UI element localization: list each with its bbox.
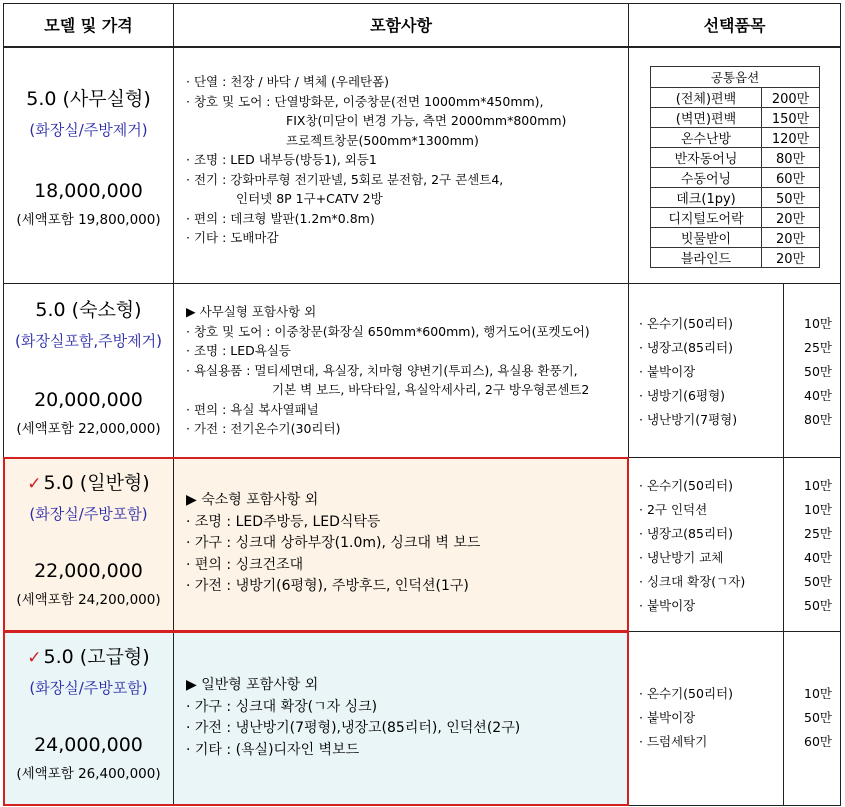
option-row [629, 336, 840, 358]
option-row [629, 498, 840, 520]
option-name: (전체)편백 [651, 88, 762, 108]
option-price: 50만 [804, 364, 832, 379]
model-office [4, 84, 173, 228]
check-mark-icon: ✓ [27, 648, 42, 668]
option-name: · 냉난방기 교체 [639, 550, 724, 565]
option-row [629, 408, 840, 430]
option-name: · 냉방기(6평형) [639, 388, 726, 403]
include-line: FIX창(미닫이 변경 가능, 측면 2000mm*800mm) [286, 113, 567, 128]
option-price: 40만 [804, 388, 832, 403]
option-name: · 붙박이장 [639, 598, 696, 613]
model-title: 5.0 (사무실형) [26, 88, 151, 110]
common-options-title: 공통옵션 [651, 67, 820, 88]
option-price: 50만 [804, 598, 832, 613]
header-options: 선택품목 [703, 15, 766, 35]
option-row [629, 570, 840, 592]
check-mark-icon: ✓ [27, 474, 42, 494]
option-row [629, 730, 840, 752]
model-tax-price: (세액포함 24,200,000) [16, 592, 161, 608]
include-line: · 편의 : 데크형 발판(1.2m*0.8m) [186, 210, 375, 226]
model-subtitle: (화장실/주방포함) [29, 505, 148, 523]
option-price: 60만 [804, 734, 832, 749]
option-price: 25만 [804, 340, 832, 355]
include-line: ▶ 숙소형 포함사항 외 [186, 492, 319, 508]
option-name: 빗물받이 [651, 228, 762, 248]
include-line: · 가전 : 냉난방기(7평형),냉장고(85리터), 인덕션(2구) [186, 720, 521, 736]
option-name: 반자동어닝 [651, 148, 762, 168]
header-includes: 포함사항 [370, 15, 432, 35]
model-price: 22,000,000 [34, 560, 143, 582]
option-price: 20만 [762, 208, 820, 228]
option-price: 50만 [804, 710, 832, 725]
option-price: 80만 [762, 148, 820, 168]
option-name: · 온수기(50리터) [639, 316, 733, 331]
option-name: · 2구 인덕션 [639, 502, 708, 517]
include-line: · 욕실용품 : 멀티세면대, 욕실장, 치마형 양변기(투피스), 욕실용 환풍기, [186, 362, 578, 378]
includes-office [186, 72, 624, 248]
option-name: · 붙박이장 [639, 364, 696, 379]
includes-premium [186, 675, 624, 761]
model-lodging [4, 295, 173, 437]
option-name: 데크(1py) [651, 188, 762, 208]
model-price: 20,000,000 [34, 389, 143, 411]
option-name: (벽면)편백 [651, 108, 762, 128]
option-row [629, 706, 840, 728]
model-tax-price: (세액포함 22,000,000) [16, 421, 161, 437]
option-row [629, 546, 840, 568]
option-price: 50만 [762, 188, 820, 208]
option-name: · 냉장고(85리터) [639, 526, 733, 541]
option-name: · 온수기(50리터) [639, 478, 733, 493]
option-row [629, 594, 840, 616]
option-price: 60만 [762, 168, 820, 188]
option-price: 25만 [804, 526, 832, 541]
option-price: 120만 [762, 128, 820, 148]
option-name: 온수난방 [651, 128, 762, 148]
option-name: · 드럼세탁기 [639, 734, 708, 749]
model-title: 5.0 (고급형) [43, 646, 150, 668]
include-line: ▶ 사무실형 포함사항 외 [186, 304, 317, 319]
option-price: 20만 [762, 248, 820, 268]
include-line: 기본 벽 보드, 바닥타일, 욕실악세사리, 2구 방우형콘센트2 [272, 382, 590, 397]
include-line: · 창호 및 도어 : 단열방화문, 이중창문(전면 1000mm*450mm), [186, 93, 544, 109]
includes-lodging [186, 302, 624, 439]
include-line: · 조명 : LED욕실등 [186, 343, 291, 358]
options-lodging [629, 312, 840, 432]
include-line: 인터넷 8P 1구+CATV 2방 [236, 191, 383, 206]
include-line: · 편의 : 욕실 복사열패널 [186, 401, 319, 417]
option-price: 20만 [762, 228, 820, 248]
option-row [629, 522, 840, 544]
model-title: 5.0 (숙소형) [35, 299, 142, 321]
include-line: 프로젝트창문(500mm*1300mm) [286, 132, 479, 148]
option-name: · 붙박이장 [639, 710, 696, 725]
include-line: · 기타 : (욕실)디자인 벽보드 [186, 741, 360, 758]
include-line: · 조명 : LED주방등, LED식탁등 [186, 513, 381, 530]
model-subtitle: (화장실/주방포함) [29, 679, 148, 697]
common-options-table [650, 66, 820, 268]
option-price: 10만 [804, 686, 832, 701]
include-line: ▶ 일반형 포함사항 외 [186, 677, 319, 693]
model-tax-price: (세액포함 19,800,000) [16, 212, 161, 228]
option-row [629, 474, 840, 496]
model-title: 5.0 (일반형) [43, 472, 150, 494]
option-name: 수동어닝 [651, 168, 762, 188]
option-name: · 냉난방기(7평형) [639, 412, 738, 427]
include-line: · 가구 : 싱크대 상하부장(1.0m), 싱크대 벽 보드 [186, 535, 481, 551]
option-row [629, 682, 840, 704]
header-model: 모델 및 가격 [44, 15, 133, 35]
option-name: · 냉장고(85리터) [639, 340, 733, 355]
include-line: · 가구 : 싱크대 확장(ㄱ자 싱크) [186, 698, 378, 715]
option-price: 40만 [804, 550, 832, 565]
model-price: 24,000,000 [34, 734, 143, 756]
model-premium [4, 642, 173, 782]
option-row [629, 384, 840, 406]
model-subtitle: (화장실포함,주방제거) [15, 332, 162, 350]
option-row [629, 312, 840, 334]
include-line: · 가전 : 냉방기(6평형), 주방후드, 인덕션(1구) [186, 578, 469, 594]
include-line: · 조명 : LED 내부등(방등1), 외등1 [186, 152, 377, 167]
model-subtitle: (화장실/주방제거) [29, 121, 148, 139]
include-line: · 기타 : 도배마감 [186, 230, 279, 245]
include-line: · 전기 : 강화마루형 전기판넬, 5회로 분전함, 2구 콘센트4, [186, 171, 504, 187]
option-price: 10만 [804, 478, 832, 493]
include-line: · 가전 : 전기온수기(30리터) [186, 421, 341, 436]
option-name: 디지털도어락 [651, 208, 762, 228]
option-row [629, 360, 840, 382]
option-price: 50만 [804, 574, 832, 589]
options-standard [629, 474, 840, 616]
option-price: 200만 [762, 88, 820, 108]
include-line: · 창호 및 도어 : 이중창문(화장실 650mm*600mm), 행거도어(포켓도어) [186, 323, 590, 339]
option-price: 10만 [804, 316, 832, 331]
include-line: · 단열 : 천장 / 바닥 / 벽체 (우레탄폼) [186, 74, 390, 89]
model-standard [4, 468, 173, 608]
option-price: 10만 [804, 502, 832, 517]
options-premium [629, 682, 840, 754]
option-name: 블라인드 [651, 248, 762, 268]
option-name: · 온수기(50리터) [639, 686, 733, 701]
option-name: · 싱크대 확장(ㄱ자) [639, 574, 746, 589]
option-price: 150만 [762, 108, 820, 128]
option-price: 80만 [804, 412, 832, 427]
include-line: · 편의 : 싱크건조대 [186, 556, 304, 573]
model-tax-price: (세액포함 26,400,000) [16, 766, 161, 782]
includes-standard [186, 490, 624, 598]
model-price: 18,000,000 [34, 180, 143, 202]
